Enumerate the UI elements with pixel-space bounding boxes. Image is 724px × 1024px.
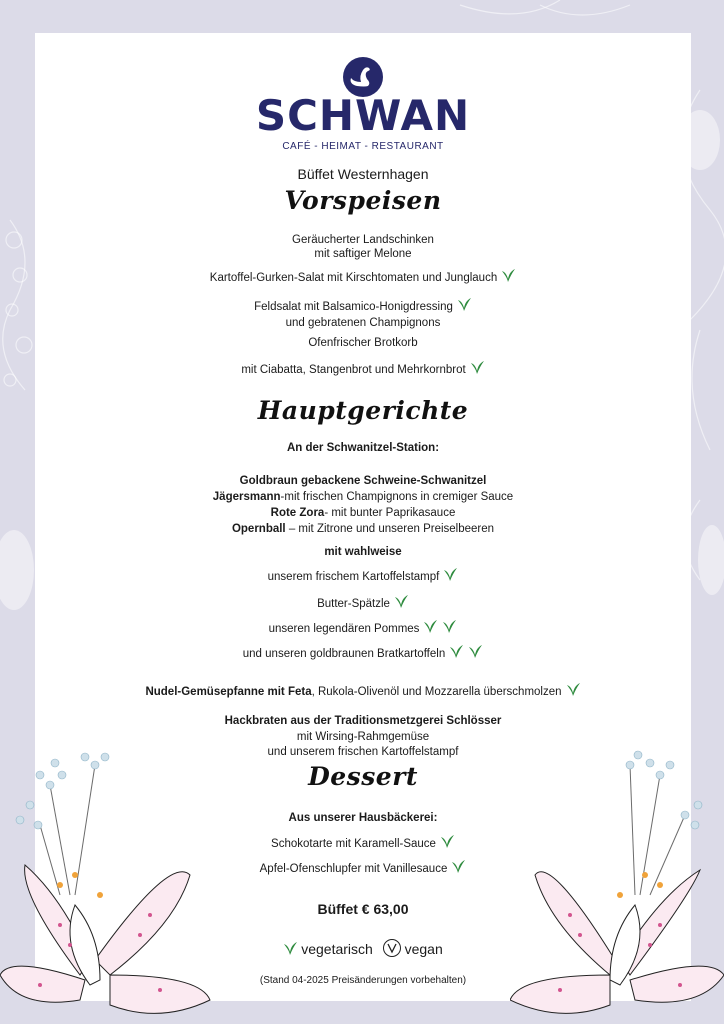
sauce-line	[35, 506, 691, 520]
vegan-leaf-icon	[468, 644, 483, 663]
sauce-name: Jägersmann	[212, 491, 281, 503]
schnitzel-title: Goldbraun gebackene Schweine-Schwanitzel	[239, 475, 487, 487]
starter-item	[35, 268, 691, 287]
vegetarian-leaf-icon	[457, 297, 472, 316]
sauce-line	[35, 490, 691, 504]
starter-line: mit Ciabatta, Stangenbrot und Mehrkornbrot	[241, 364, 466, 376]
vegetarian-leaf-icon	[443, 567, 458, 586]
vegetarian-leaf-icon	[283, 941, 298, 959]
roast-line: mit Wirsing-Rahmgemüse	[296, 731, 430, 743]
sauce-name: Opernball	[231, 523, 286, 535]
legend-vegan: vegan	[404, 941, 443, 957]
dessert-heading: Dessert	[308, 762, 418, 791]
footnote: (Stand 04-2025 Preisänderungen vorbehalten)	[259, 975, 467, 986]
sauce-line	[35, 522, 691, 536]
station-title: An der Schwanitzel-Station:	[286, 442, 440, 454]
side-item	[35, 644, 691, 663]
starter-item	[35, 233, 691, 261]
choice-title: mit wahlweise	[324, 546, 402, 558]
brand-name: SCHWAN	[255, 91, 471, 140]
sauce-name: Rote Zora	[270, 507, 325, 519]
starter-line: Geräucherter Landschinken	[292, 234, 434, 246]
dessert-text: Apfel-Ofenschlupfer mit Vanillesauce	[259, 863, 448, 875]
starter-line: mit saftiger Melone	[314, 248, 412, 260]
mains-heading: Hauptgerichte	[257, 396, 469, 425]
starter-item	[35, 336, 691, 350]
side-item	[35, 567, 691, 586]
starter-item	[35, 297, 691, 330]
buffet-price: Büffet € 63,00	[317, 901, 409, 917]
vegan-circle-icon	[383, 939, 401, 957]
vegan-leaf-icon	[442, 619, 457, 638]
lily-flower-icon	[510, 745, 724, 1024]
bakery-title: Aus unserer Hausbäckerei:	[288, 812, 438, 824]
roast-title: Hackbraten aus der Traditionsmetzgerei Schlösser	[224, 715, 502, 727]
side-text: unseren legendären Pommes	[268, 623, 420, 635]
side-text: und unseren goldbraunen Bratkartoffeln	[242, 648, 446, 660]
pasta-dish	[35, 682, 691, 701]
sauce-desc: -mit frischen Champignons in cremiger Sauce	[280, 491, 514, 503]
side-text: Butter-Spätzle	[317, 598, 390, 610]
starter-line: Ofenfrischer Brotkorb	[308, 337, 418, 349]
vegetarian-leaf-icon	[394, 594, 409, 613]
starter-line: Kartoffel-Gurken-Salat mit Kirschtomaten und Junglauch	[209, 272, 498, 284]
side-text: unserem frischem Kartoffelstampf	[267, 571, 440, 583]
starter-item	[35, 360, 691, 379]
side-item	[35, 594, 691, 613]
sauce-desc: – mit Zitrone und unseren Preiselbeeren	[285, 523, 495, 535]
side-item	[35, 619, 691, 638]
dessert-text: Schokotarte mit Karamell-Sauce	[271, 838, 436, 850]
roast-line: und unserem frischen Kartoffelstampf	[267, 746, 459, 758]
legend-vegetarian: vegetarisch	[301, 941, 373, 957]
vegetarian-leaf-icon	[566, 682, 581, 701]
pasta-desc: , Rukola-Olivenöl und Mozzarella überschmolzen	[311, 686, 562, 698]
vegetarian-leaf-icon	[423, 619, 438, 638]
starters-heading: Vorspeisen	[284, 186, 442, 215]
vegetarian-leaf-icon	[470, 360, 485, 379]
buffet-title: Büffet Westernhagen	[297, 166, 429, 182]
starter-line: Feldsalat mit Balsamico-Honigdressing	[254, 301, 453, 313]
starter-line: und gebratenen Champignons	[285, 317, 441, 329]
vegetarian-leaf-icon	[501, 268, 516, 287]
vegetarian-leaf-icon	[451, 859, 466, 878]
sauce-desc: - mit bunter Paprikasauce	[324, 507, 456, 519]
vegetarian-leaf-icon	[449, 644, 464, 663]
pasta-title: Nudel-Gemüsepfanne mit Feta	[145, 686, 312, 698]
lily-flower-icon	[0, 745, 215, 1024]
brand-tagline: CAFÉ - HEIMAT - RESTAURANT	[282, 141, 444, 152]
vegetarian-leaf-icon	[440, 834, 455, 853]
